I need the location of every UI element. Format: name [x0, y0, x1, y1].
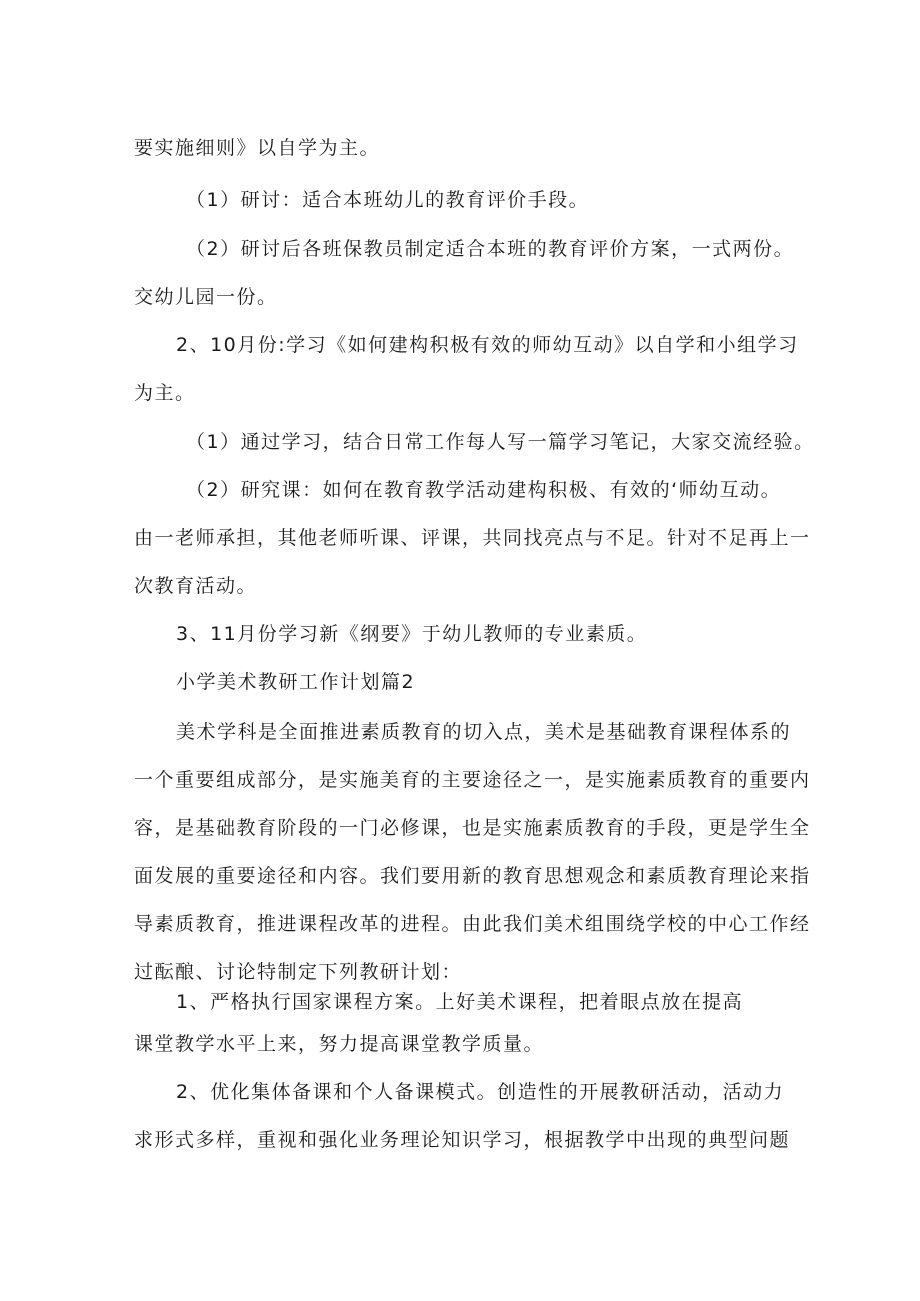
text-line-2: （1）研讨：适合本班幼儿的教育评价手段。	[186, 189, 590, 211]
text-line-10: 次教育活动。	[134, 575, 258, 597]
section-heading: 小学美术教研工作计划篇2	[176, 671, 416, 693]
text-line-1: 要实施细则》以自学为主。	[134, 137, 381, 159]
text-line-19: 1、严格执行国家课程方案。上好美术课程，把着眼点放在提高	[176, 991, 744, 1013]
text-line-6: 为主。	[134, 382, 196, 404]
text-line-13: 美术学科是全面推进素质教育的切入点，美术是基础教育课程体系的	[176, 721, 792, 743]
text-line-14: 一个重要组成部分，是实施美育的主要途径之一，是实施素质教育的重要内	[134, 769, 811, 791]
text-line-16: 面发展的重要途径和内容。我们要用新的教育思想观念和素质教育理论来指	[134, 865, 811, 887]
text-line-20: 课堂教学水平上来，努力提高课堂教学质量。	[134, 1033, 545, 1055]
text-line-18: 过酝酿、讨论特制定下列教研计划：	[134, 961, 463, 983]
text-line-4: 交幼儿园一份。	[134, 286, 278, 308]
text-line-5: 2、10月份:学习《如何建构积极有效的师幼互动》以自学和小组学习	[176, 334, 799, 356]
text-line-11: 3、11月份学习新《纲要》于幼儿教师的专业素质。	[176, 623, 648, 645]
text-line-21: 2、优化集体备课和个人备课模式。创造性的开展教研活动，活动力	[176, 1081, 785, 1103]
text-line-3: （2）研讨后各班保教员制定适合本班的教育评价方案，一式两份。	[186, 238, 795, 260]
text-line-22: 求形式多样，重视和强化业务理论知识学习，根据教学中出现的典型问题	[134, 1129, 791, 1151]
text-line-8: （2）研究课：如何在教育教学活动建构积极、有效的‘师幼互动。	[186, 479, 782, 501]
text-line-17: 导素质教育，推进课程改革的进程。由此我们美术组围绕学校的中心工作经	[134, 913, 811, 935]
text-line-15: 容，是基础教育阶段的一门必修课，也是实施素质教育的手段，更是学生全	[134, 817, 811, 839]
text-line-9: 由一老师承担，其他老师听课、评课，共同找亮点与不足。针对不足再上一	[134, 527, 811, 549]
text-line-7: （1）通过学习，结合日常工作每人写一篇学习笔记，大家交流经验。	[186, 431, 815, 453]
